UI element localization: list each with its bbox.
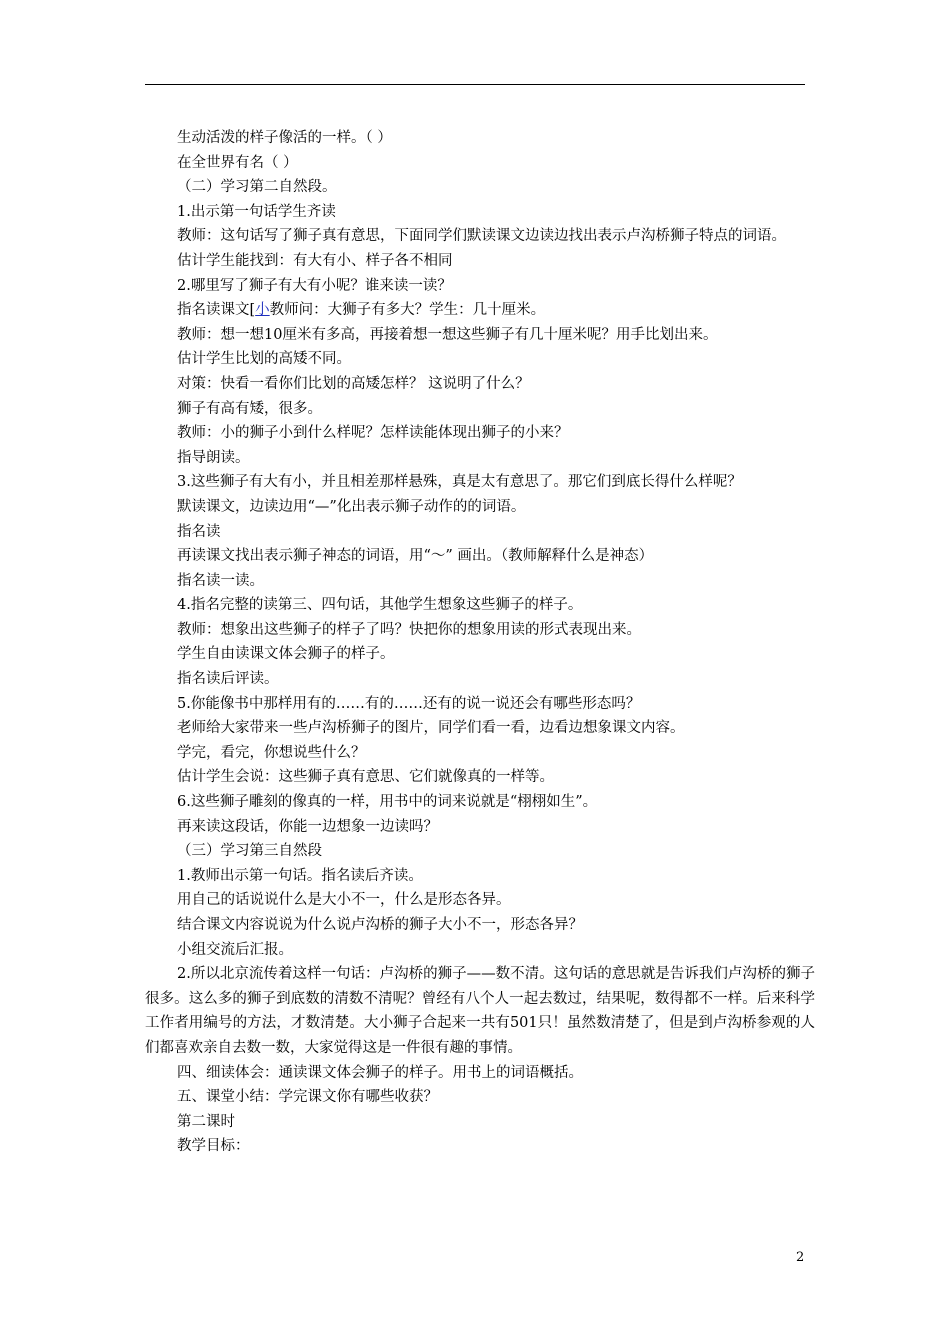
section-heading: （二）学习第二自然段。 bbox=[177, 179, 337, 196]
text-line: 学生自由读课文体会狮子的样子。 bbox=[177, 646, 395, 663]
text-line: 教师：想一想10厘米有多高，再接着想一想这些狮子有几十厘米呢？用手比划出来。 bbox=[177, 326, 718, 343]
text-line: 3.这些狮子有大有小，并且相差那样悬殊，真是太有意思了。那它们到底长得什么样呢？ bbox=[177, 474, 742, 491]
text-line: 生动活泼的样子像活的一样。（ ） bbox=[177, 130, 392, 146]
text-line: 老师给大家带来一些卢沟桥狮子的图片，同学们看一看，边看边想象课文内容。 bbox=[177, 720, 685, 737]
text-segment: 教师问：大狮子有多大？学生：几十厘米。 bbox=[269, 302, 546, 319]
document-body bbox=[145, 126, 815, 1159]
text-line: 教师：小的狮子小到什么样呢？怎样读能体现出狮子的小来？ bbox=[177, 425, 569, 442]
text-line: 学完，看完，你想说些什么？ bbox=[177, 744, 366, 761]
text-line: 指名读一读。 bbox=[177, 572, 264, 589]
inline-link[interactable]: 小 bbox=[255, 302, 270, 319]
text-line: 结合课文内容说说为什么说卢沟桥的狮子大小不一，形态各异？ bbox=[177, 917, 583, 933]
text-line: 第二课时 bbox=[177, 1113, 235, 1130]
section-heading: 四、细读体会：通读课文体会狮子的样子。用书上的词语概括。 bbox=[177, 1064, 583, 1081]
text-line: 2.哪里写了狮子有大有小呢？谁来读一读？ bbox=[177, 277, 452, 294]
text-line: 4.指名完整的读第三、四句话，其他学生想象这些狮子的样子。 bbox=[177, 597, 583, 614]
text-segment: 指名读课文[ bbox=[177, 302, 256, 319]
text-line: 1.出示第一句话学生齐读 bbox=[177, 203, 336, 220]
header-rule bbox=[145, 84, 805, 85]
text-line: 5.你能像书中那样用有的……有的……还有的说一说还会有哪些形态吗？ bbox=[177, 695, 641, 712]
page-number: 2 bbox=[796, 1250, 805, 1265]
text-line: 指名读 bbox=[177, 523, 221, 540]
text-line: 对策：快看一看你们比划的高矮怎样？ 这说明了什么？ bbox=[177, 375, 530, 392]
text-line: 6.这些狮子雕刻的像真的一样，用书中的词来说就是“栩栩如生”。 bbox=[177, 794, 598, 811]
text-line: 在全世界有名（ ） bbox=[177, 154, 298, 171]
section-heading: 五、课堂小结：学完课文你有哪些收获？ bbox=[177, 1089, 438, 1106]
text-line: 教学目标： bbox=[177, 1138, 250, 1155]
text-line: 再读课文找出表示狮子神态的词语，用“～” 画出。（教师解释什么是神态） bbox=[177, 548, 654, 565]
text-line: 教师：想象出这些狮子的样子了吗？快把你的想象用读的形式表现出来。 bbox=[177, 621, 641, 638]
section-heading: （三）学习第三自然段 bbox=[177, 843, 322, 860]
text-line: 再来读这段话，你能一边想象一边读吗？ bbox=[177, 818, 438, 835]
text-line: 指导朗读。 bbox=[177, 449, 250, 466]
text-line: 1.教师出示第一句话。指名读后齐读。 bbox=[177, 867, 423, 884]
text-line: 默读课文，边读边用“—”化出表示狮子动作的的词语。 bbox=[177, 498, 526, 515]
text-line: 估计学生会说：这些狮子真有意思、它们就像真的一样等。 bbox=[177, 769, 554, 786]
text-line: 估计学生能找到：有大有小、样子各不相同 bbox=[177, 252, 453, 269]
text-line: 狮子有高有矮，很多。 bbox=[177, 400, 322, 417]
text-paragraph: 2.所以北京流传着这样一句话：卢沟桥的狮子——数不清。这句话的意思就是告诉我们卢沟桥的狮子很多。这么多的狮子到底数的清数不清呢？曾经有八个人一起去数过，结果呢，数得都不一样。后来科学工作者用编号的方法，才数清楚。大小狮子合起来一共有501只！虽然数清楚了，但是到卢沟桥参观的人们都喜欢亲自去数一数，大家觉得这是一件很有趣的事情。 bbox=[145, 966, 815, 1056]
text-line: 用自己的话说说什么是大小不一，什么是形态各异。 bbox=[177, 892, 511, 909]
text-line: 小组交流后汇报。 bbox=[177, 941, 293, 958]
text-line: 估计学生比划的高矮不同。 bbox=[177, 351, 351, 368]
text-line-with-link bbox=[145, 298, 815, 323]
text-line: 指名读后评读。 bbox=[177, 671, 279, 688]
text-paragraph: 教师：这句话写了狮子真有意思，下面同学们默读课文边读边找出表示卢沟桥狮子特点的词语。 bbox=[177, 228, 786, 245]
